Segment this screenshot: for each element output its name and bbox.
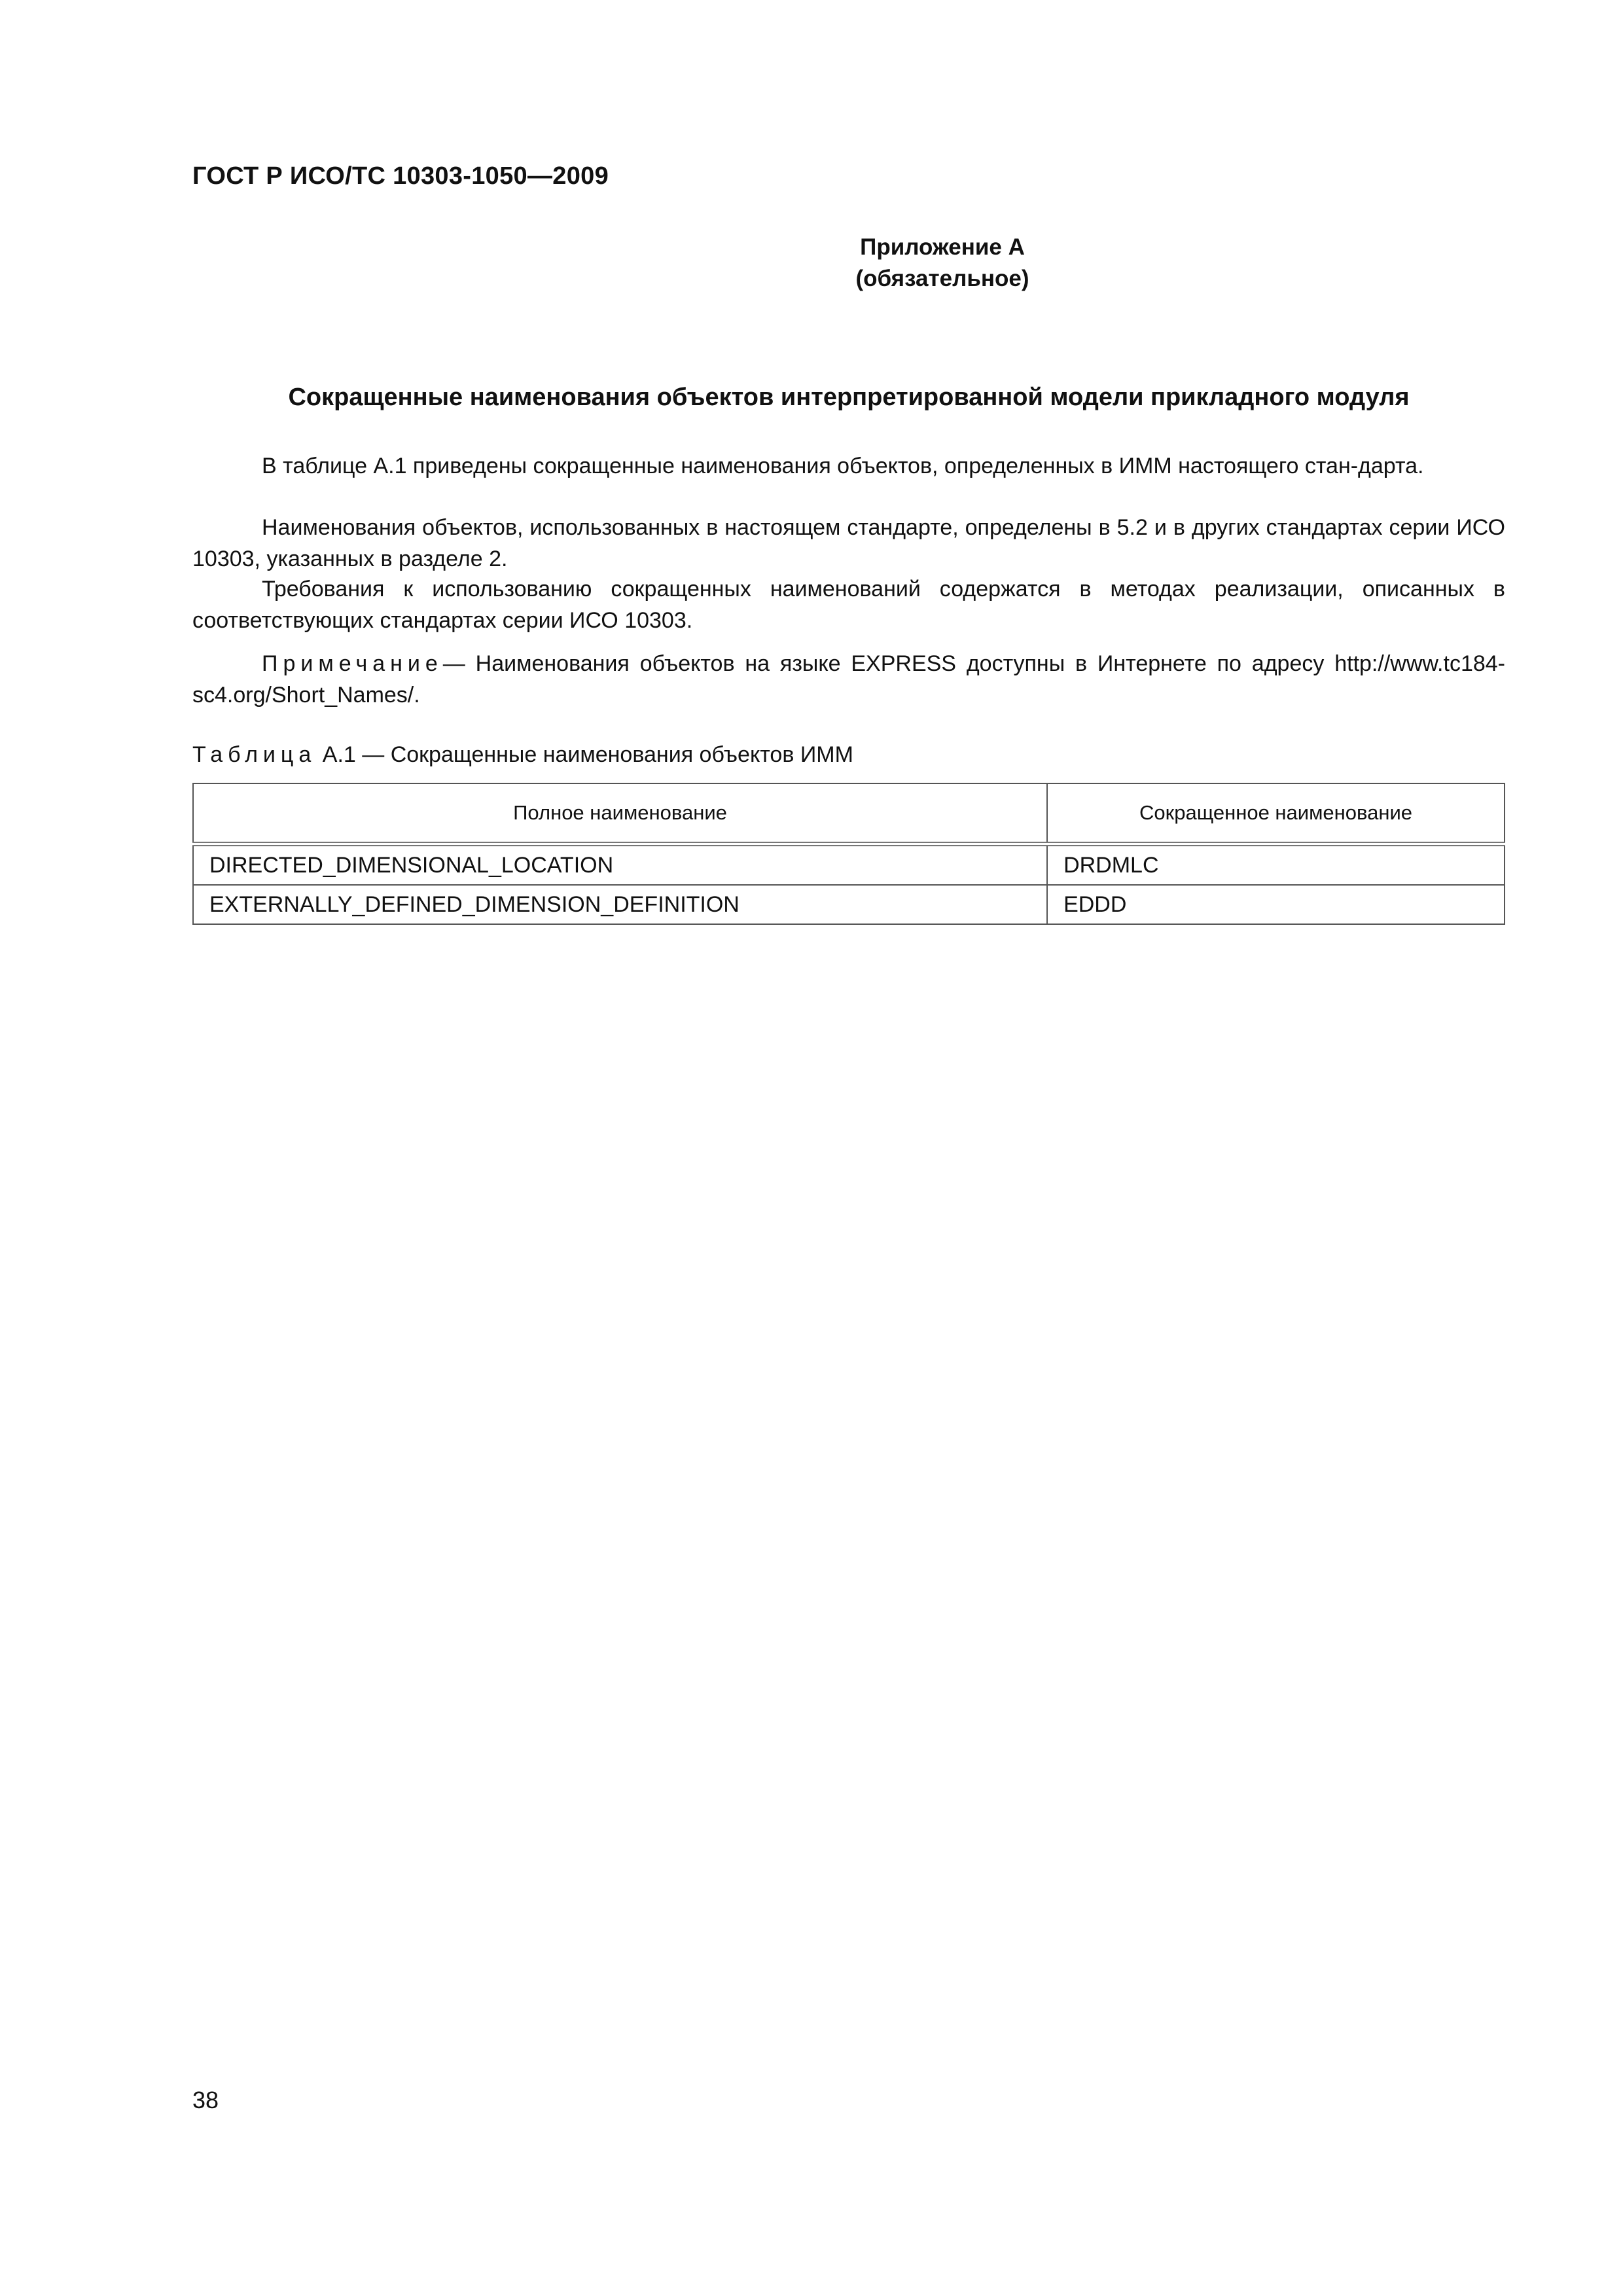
table-caption-label: Таблица: [192, 742, 317, 767]
section-title: Сокращенные наименования объектов интерпретированной модели прикладного модуля: [288, 384, 1410, 411]
paragraph-3: Требования к использованию сокращенных наименований содержатся в методах реализации, описанных в соответствующих стандартах серии ИСО 10303.: [192, 577, 1505, 633]
appendix-status: (обязательное): [855, 266, 1029, 291]
appendix-title: Приложение А: [860, 234, 1025, 260]
cell-full-name: DIRECTED_DIMENSIONAL_LOCATION: [193, 844, 1047, 886]
header-short-name: Сокращенное наименование: [1047, 783, 1505, 844]
cell-full-name: EXTERNALLY_DEFINED_DIMENSION_DEFINITION: [193, 885, 1047, 924]
paragraph-1: В таблице А.1 приведены сокращенные наименования объектов, определенных в ИММ настоящего стан-дарта.: [262, 454, 1424, 478]
note-label: Примечание: [262, 651, 443, 676]
table-row: [193, 885, 1505, 924]
page-number: 38: [192, 2087, 219, 2113]
table-caption-text: А.1 — Сокращенные наименования объектов ИММ: [322, 742, 853, 767]
table-caption: [192, 742, 853, 768]
note-paragraph: [192, 648, 1505, 711]
short-names-table: [192, 783, 1505, 925]
table-row: [193, 844, 1505, 886]
cell-short-name: DRDMLC: [1047, 844, 1505, 886]
document-code-header: ГОСТ Р ИСО/ТС 10303-1050—2009: [192, 162, 609, 190]
paragraph-2: Наименования объектов, использованных в настоящем стандарте, определены в 5.2 и в других стандартах серии ИСО 10303, указанных в разделе 2.: [192, 515, 1505, 571]
note-text: — Наименования объектов на языке EXPRESS доступны в Интернете по адресу http://www.tc184-sc4.org/Short_Names/.: [192, 651, 1505, 708]
cell-short-name: EDDD: [1047, 885, 1505, 924]
table-header-row: [193, 783, 1505, 844]
header-full-name: Полное наименование: [193, 783, 1047, 844]
